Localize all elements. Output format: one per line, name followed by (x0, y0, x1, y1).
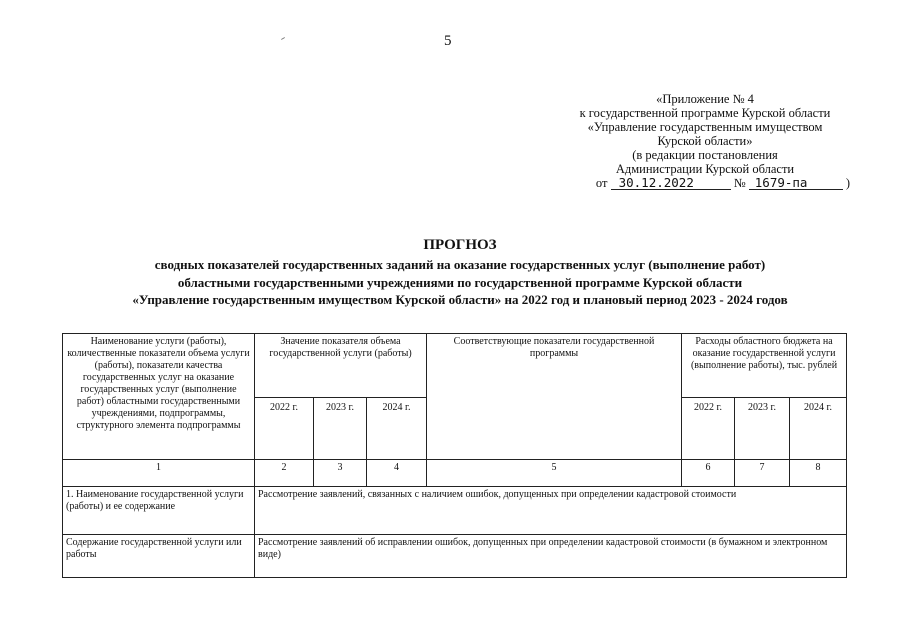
header-year: 2023 г. (314, 398, 367, 460)
appendix-line: «Управление государственным имуществом (587, 120, 823, 134)
column-number: 8 (790, 460, 847, 487)
appendix-line: Курской области» (657, 134, 753, 148)
decree-reference (578, 176, 868, 190)
forecast-table (62, 333, 847, 578)
from-label: от (595, 176, 608, 190)
header-expense-year: 2023 г. (735, 398, 790, 460)
header-expense-year: 2024 г. (790, 398, 847, 460)
header-indicators: Соответствующие показатели государственной программы (427, 334, 682, 460)
decree-number: 1679-па (749, 176, 843, 190)
column-number: 7 (735, 460, 790, 487)
row-label: Содержание государственной услуги или работы (63, 535, 255, 578)
title-line: областными государственными учреждениями по государственной программе Курской области (177, 274, 743, 290)
header-volume: Значение показателя объема государственной услуги (работы) (255, 334, 427, 398)
appendix-line: «Приложение № 4 (656, 92, 754, 106)
appendix-line: Администрации Курской области (615, 162, 795, 176)
appendix-line: (в редакции постановления (632, 148, 778, 162)
column-number: 4 (367, 460, 427, 487)
document-title (40, 236, 880, 309)
title-line: сводных показателей государственных заданий на оказание государственных услуг (выполнение работ) (154, 257, 766, 272)
decree-date: 30.12.2022 (611, 176, 731, 190)
page-number: 5 (444, 33, 452, 49)
column-number: 3 (314, 460, 367, 487)
title-heading: ПРОГНОЗ (423, 237, 497, 253)
column-number: 5 (427, 460, 682, 487)
header-year: 2022 г. (255, 398, 314, 460)
closing-paren: ) (845, 176, 851, 190)
header-expense-year: 2022 г. (682, 398, 735, 460)
appendix-block (560, 92, 850, 190)
header-year: 2024 г. (367, 398, 427, 460)
appendix-line: к государственной программе Курской области (579, 106, 831, 120)
scan-artifact (281, 37, 285, 40)
column-number: 2 (255, 460, 314, 487)
row-label: 1. Наименование государственной услуги (работы) и ее содержание (63, 487, 255, 535)
row-content: Рассмотрение заявлений, связанных с наличием ошибок, допущенных при определении кадастровой стоимости (255, 487, 847, 535)
row-content: Рассмотрение заявлений об исправлении ошибок, допущенных при определении кадастровой стоимости (в бумажном и электронном виде) (255, 535, 847, 578)
number-label: № (733, 176, 746, 190)
column-number: 1 (63, 460, 255, 487)
header-name: Наименование услуги (работы), количественные показатели объема услуги (работы), показатели качества государственных услуг на оказание государственных услуг (выполнение работ) областными государственными учреждениями, подпрограммы, структурного элемента подпрограммы (63, 334, 255, 460)
column-number: 6 (682, 460, 735, 487)
table-row (63, 535, 847, 578)
header-expenses: Расходы областного бюджета на оказание государственной услуги (выполнение работы), тыс. рублей (682, 334, 847, 398)
table-row (63, 487, 847, 535)
title-line: «Управление государственным имуществом Курской области» на 2022 год и плановый период 2023 - 2024 годов (132, 292, 788, 307)
